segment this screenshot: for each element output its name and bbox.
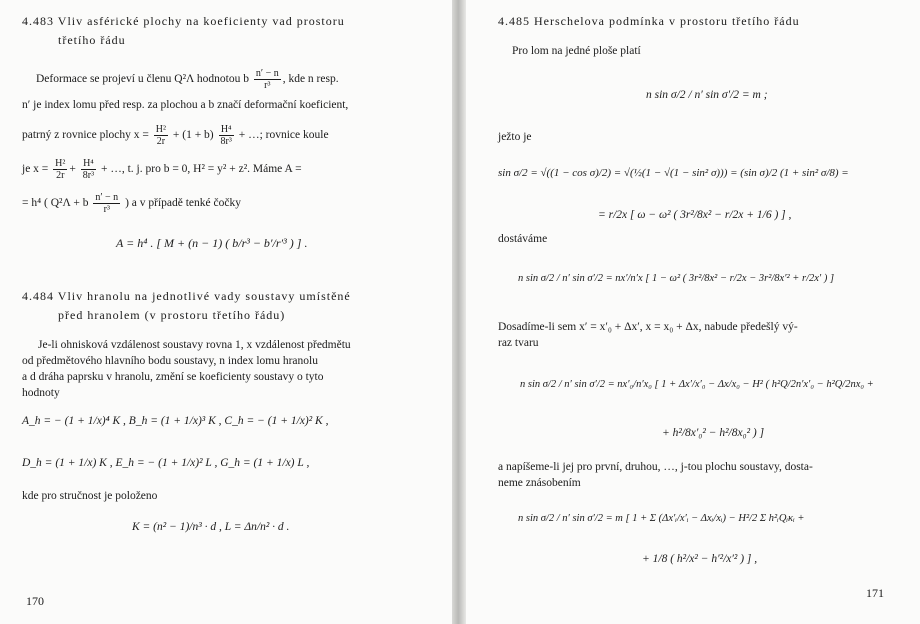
- equation-ratio: n sin σ/2 / n′ sin σ′/2 = nx′/n′x [ 1 − ω² ( 3r²/8x² − r/2x − 3r²/8x′² + r/2x′ ) ]: [518, 273, 835, 284]
- paragraph-line: a d dráha paprsku v hranolu, změní se koeficienty soustavy o tyto: [22, 371, 324, 383]
- fraction: $\frac{n' - n}{\text{r³}}$: [255, 68, 279, 91]
- paragraph-line: dostáváme: [498, 233, 548, 245]
- page-number: 170: [26, 594, 44, 608]
- paragraph-line: hodnoty: [22, 387, 60, 399]
- paragraph-line: ježto je: [498, 131, 532, 143]
- equation-Ah-Bh-Ch: A_h = − (1 + 1/x)⁴ K , B_h = (1 + 1/x)³ K , C_h = − (1 + 1/x)² K ,: [22, 415, 329, 427]
- equation-product-cont: + 1/8 ( h²/x² − h′²/x′² ) ] ,: [642, 553, 758, 565]
- section-heading-4-484: 4.484 Vliv hranolu na jednotlivé vady soustavy umístěné: [22, 289, 351, 303]
- equation-substituted: n sin σ/2 / n′ sin σ′/2 = nx′₀/n′x₀ [ 1 + Δx′/x′₀ − Δx/x₀ − H² ( h²Q/2n′x′₀ − h²Q/2nx₀ +: [520, 379, 874, 390]
- paragraph-line: patrný z rovnice plochy x = $\frac{\text{H²}}{2r}$ + (1 + b) $\frac{\text{H⁴}}{\text{8r³}}$ + …; rovnice koule: [22, 124, 329, 147]
- paragraph-line: n′ je index lomu před resp. za plochou a b značí deformační koeficient,: [22, 99, 349, 111]
- section-heading-4-484-cont: před hranolem (v prostoru třetího řádu): [58, 308, 286, 322]
- equation-substituted-cont: + h²/8x′₀² − h²/8x₀² ) ]: [662, 427, 765, 439]
- equation-A: A = h⁴ . [ M + (n − 1) ( b/r³ − b′/r′³ ) ] .: [116, 236, 308, 250]
- section-heading-4-485: 4.485 Herschelova podmínka v prostoru třetího řádu: [498, 14, 800, 28]
- paragraph-line: = h⁴ ( Q²Λ + b $\frac{n' - n}{\text{r³}}$ ) a v případě tenké čočky: [22, 192, 241, 215]
- paragraph-line: Dosadíme-li sem x′ = x′₀ + Δx′, x = x₀ + Δx, nabude předešlý vý-: [498, 321, 798, 333]
- equation-product: n sin σ/2 / n′ sin σ′/2 = m [ 1 + Σ (Δx′ᵢ/x′ᵢ − Δxᵢ/xᵢ) − H²/2 Σ h²ᵢQᵢκᵢ +: [518, 513, 805, 524]
- paragraph-line: kde pro stručnost je položeno: [22, 490, 158, 502]
- equation-K-L: K = (n² − 1)/n³ · d , L = Δn/n² · d .: [132, 521, 290, 533]
- paragraph-line: raz tvaru: [498, 337, 539, 349]
- equation-Dh-Eh-Gh: D_h = (1 + 1/x) K , E_h = − (1 + 1/x)² L , G_h = (1 + 1/x) L ,: [22, 457, 310, 469]
- book-gutter: [452, 0, 466, 624]
- page-number: 171: [866, 586, 884, 600]
- right-page: [466, 0, 920, 624]
- paragraph-line: od předmětového hlavního bodu soustavy, n index lomu hranolu: [22, 355, 318, 367]
- equation-sin-half: sin σ/2 = √((1 − cos σ)/2) = √(½(1 − √(1 − sin² σ))) = (sin σ)/2 (1 + sin² σ/8) =: [498, 167, 849, 179]
- paragraph-line: Je-li ohnisková vzdálenost soustavy rovna 1, x vzdálenost předmětu: [38, 339, 351, 351]
- paragraph-line: je x = $\frac{\text{H²}}{2r}$ + $\frac{\text{H⁴}}{\text{8r³}}$ + …, t. j. pro b = 0, H² = y² + z². Máme A =: [22, 158, 302, 181]
- paragraph-line: a napíšeme-li jej pro první, druhou, …, j-tou plochu soustavy, dosta-: [498, 461, 813, 473]
- section-heading-4-483: 4.483 Vliv asférické plochy na koeficienty vad prostoru: [22, 14, 345, 28]
- equation-m: n sin σ/2 / n′ sin σ′/2 = m ;: [646, 89, 768, 101]
- paragraph-line: Pro lom na jedné ploše platí: [512, 45, 641, 57]
- equation-sin-half-expanded: = r/2x [ ω − ω² ( 3r²/8x² − r/2x + 1/6 ) ] ,: [598, 209, 792, 221]
- paragraph-line: Deformace se projeví u členu Q²Λ hodnotou b $\frac{n' - n}{\text{r³}}$ , kde n resp.: [36, 68, 339, 91]
- paragraph-line: neme znásobením: [498, 477, 581, 489]
- section-heading-4-483-cont: třetího řádu: [58, 33, 126, 47]
- left-page: [0, 0, 452, 624]
